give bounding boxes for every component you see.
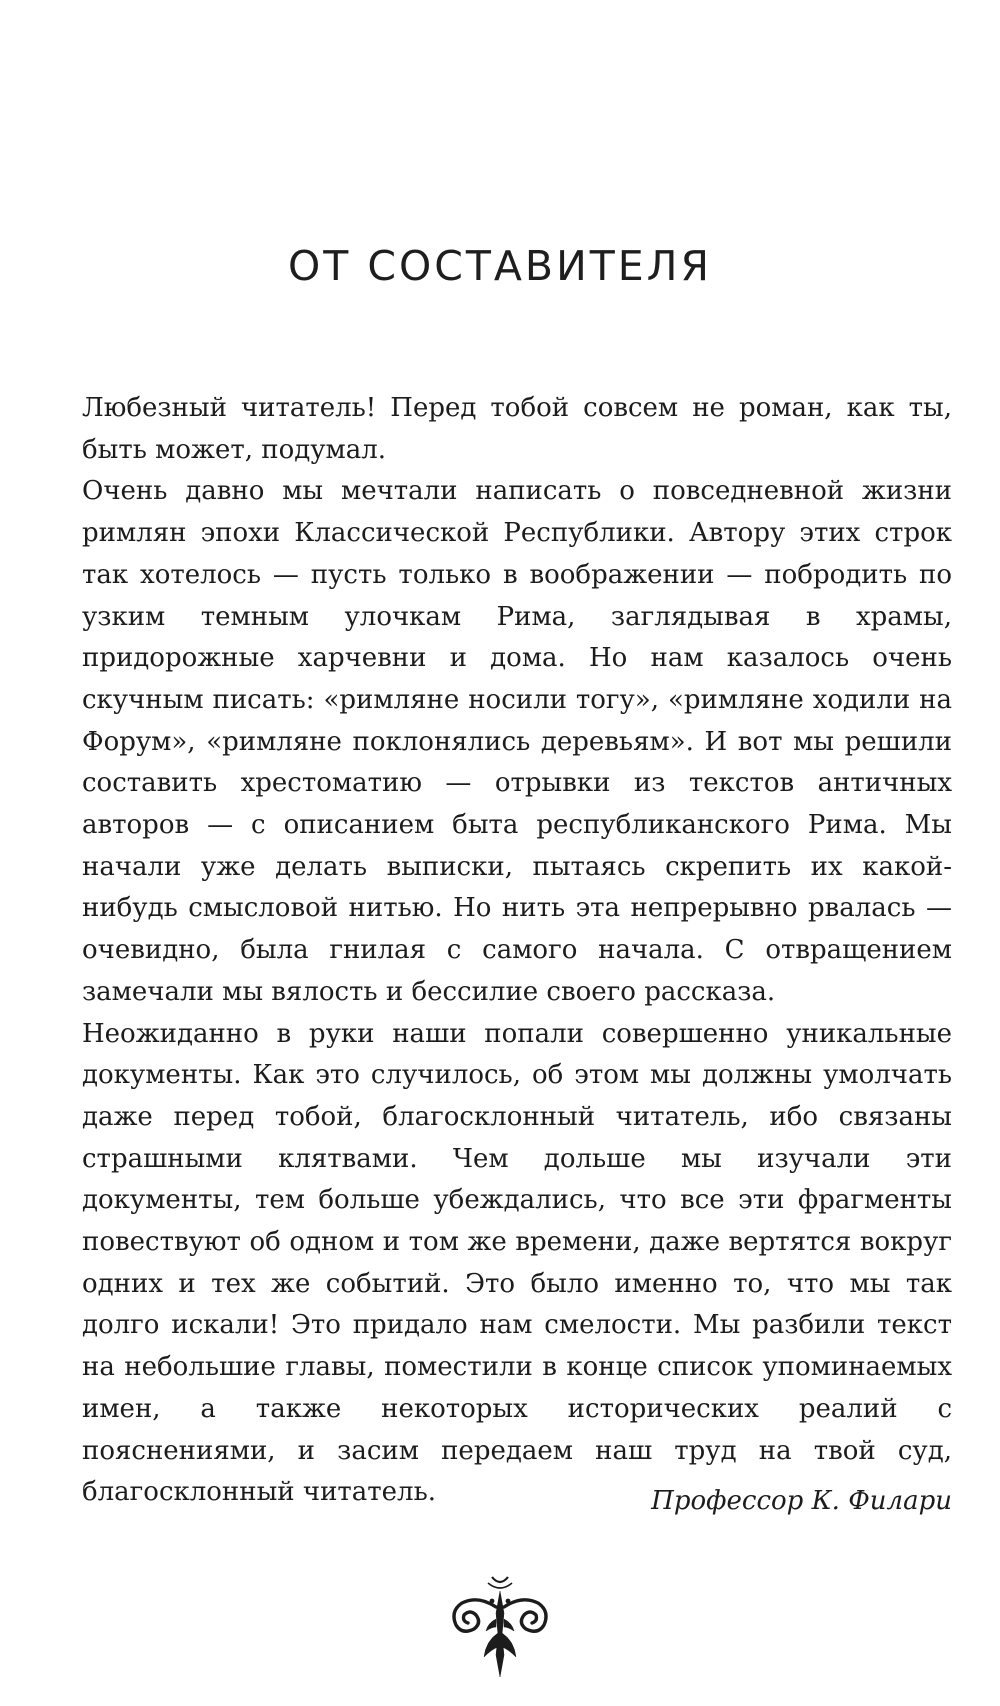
paragraph-2: Очень давно мы мечтали написать о повседневной жизни римлян эпохи Классической Республики. Автору этих строк так хотелось — пусть только в воображении — побродить по узким темным улочкам Рима, заглядывая в храмы, придорожные харчевни и дома. Но нам казалось очень скучным писать: «римляне носили тогу», «римляне ходили на Форум», «римляне поклонялись деревьям». И вот мы решили составить хрестоматию — отрывки из текстов античных авторов — с описанием быта республиканского Рима. Мы начали уже делать выписки, пытаясь скрепить их какой-нибудь смысловой нитью. Но нить эта непрерывно рвалась — очевидно, была гнилая с самого начала. С отвращением замечали мы вялость и бессилие своего рассказа. [82, 476, 952, 1007]
author-signature: Профессор К. Филари [651, 1486, 952, 1516]
paragraph-3: Неожиданно в руки наши попали совершенно уникальные документы. Как это случилось, об этом мы должны умолчать даже перед тобой, благосклонный читатель, ибо связаны страшными клятвами. Чем дольше мы изучали эти документы, тем больше убеждались, что все эти фрагменты повествуют об одном и том же времени, даже вертятся вокруг одних и тех же событий. Это было именно то, что мы так долго искали! Это придало нам смелости. Мы разбили текст на небольшие главы, поместили в конце список упоминаемых имен, а также некоторых исторических реалий с пояснениями, и засим передаем наш труд на твой суд, благосклонный читатель. [82, 1018, 952, 1508]
page-title: ОТ СОСТАВИТЕЛЯ [287, 242, 713, 290]
fleur-ornament-icon [448, 1573, 552, 1681]
paragraph-1: Любезный читатель! Перед тобой совсем не роман, как ты, быть может, подумал. [82, 393, 952, 465]
body-text [82, 388, 952, 1514]
